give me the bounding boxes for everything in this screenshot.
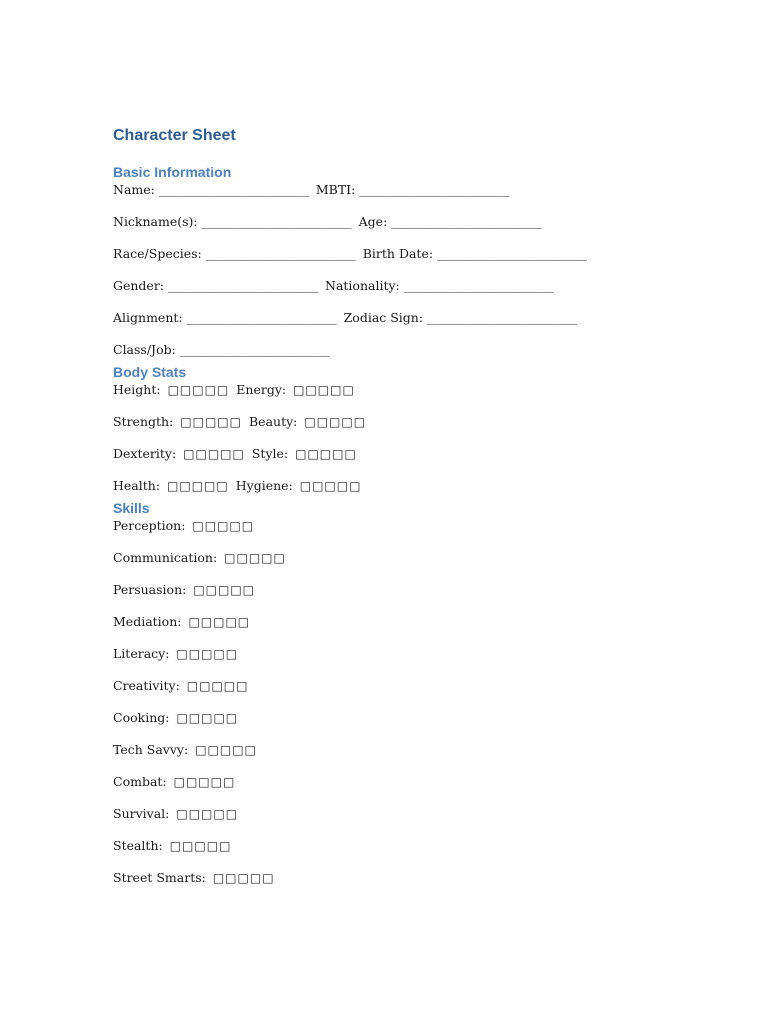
fill-in-blank[interactable]: ________________________ [168, 278, 319, 293]
form-field [113, 278, 318, 294]
form-field [113, 614, 250, 630]
form-field [344, 310, 577, 326]
form-field [325, 278, 554, 294]
form-field [113, 446, 245, 462]
rating-boxes[interactable]: □□□□□ [167, 479, 229, 493]
form-field [236, 478, 362, 494]
form-field [113, 382, 229, 398]
form-row [113, 774, 673, 806]
field-label: Nickname(s): [113, 214, 198, 229]
form-field [113, 246, 356, 262]
fill-in-blank[interactable]: ________________________ [179, 342, 330, 357]
field-label: Street Smarts: [113, 870, 206, 885]
field-label: MBTI: [315, 182, 356, 197]
field-label: Nationality: [325, 278, 400, 293]
field-label: Communication: [113, 550, 218, 565]
field-label: Survival: [113, 806, 170, 821]
fill-in-blank[interactable]: ________________________ [427, 310, 578, 325]
form-row [113, 518, 673, 550]
fill-in-blank[interactable]: ________________________ [403, 278, 554, 293]
form-row [113, 182, 673, 214]
rating-boxes[interactable]: □□□□□ [176, 807, 239, 821]
field-label: Name: [113, 182, 155, 197]
section-body-stats [113, 362, 673, 498]
form-row [113, 246, 673, 278]
section-heading-basic: Basic Information [113, 164, 232, 180]
rating-boxes[interactable]: □□□□□ [169, 839, 232, 853]
field-label: Age: [358, 214, 388, 229]
field-label: Combat: [113, 774, 167, 789]
section-heading-skills: Skills [113, 500, 150, 516]
rating-boxes[interactable]: □□□□□ [180, 415, 242, 429]
form-field [113, 310, 337, 326]
form-row [113, 870, 673, 890]
rating-boxes[interactable]: □□□□□ [176, 647, 239, 661]
form-field [113, 774, 235, 790]
rating-boxes[interactable]: □□□□□ [293, 383, 355, 397]
rating-boxes[interactable]: □□□□□ [304, 415, 367, 429]
form-row [113, 278, 673, 310]
fill-in-blank[interactable]: ________________________ [158, 182, 309, 197]
form-field [113, 870, 275, 886]
field-label: Tech Savvy: [113, 742, 189, 757]
form-field [113, 550, 286, 566]
form-field [113, 678, 248, 694]
form-field [113, 806, 238, 822]
form-row [113, 478, 673, 498]
form-row [113, 382, 673, 414]
form-row [113, 214, 673, 246]
field-label: Cooking: [113, 710, 170, 725]
field-label: Style: [251, 446, 289, 461]
section-basic-information [113, 162, 673, 362]
form-row [113, 614, 673, 646]
form-row [113, 742, 673, 774]
field-label: Birth Date: [362, 246, 434, 261]
body-rows [113, 382, 673, 498]
form-field [252, 446, 357, 462]
rating-boxes[interactable]: □□□□□ [188, 615, 251, 629]
section-skills [113, 498, 673, 890]
form-field [113, 182, 309, 198]
form-row [113, 838, 673, 870]
field-label: Persuasion: [113, 582, 187, 597]
rating-boxes[interactable]: □□□□□ [195, 743, 257, 757]
rating-boxes[interactable]: □□□□□ [186, 679, 249, 693]
form-field [359, 214, 542, 230]
rating-boxes[interactable]: □□□□□ [193, 583, 256, 597]
rating-boxes[interactable]: □□□□□ [299, 479, 362, 493]
field-label: Alignment: [113, 310, 183, 325]
field-label: Class/Job: [113, 342, 176, 357]
skills-rows [113, 518, 673, 890]
form-field [113, 342, 330, 358]
rating-boxes[interactable]: □□□□□ [295, 447, 357, 461]
fill-in-blank[interactable]: ________________________ [205, 246, 356, 261]
field-label: Creativity: [113, 678, 180, 693]
field-label: Height: [113, 382, 161, 397]
form-row [113, 342, 673, 362]
form-field [113, 478, 229, 494]
form-field [113, 838, 231, 854]
form-field [113, 518, 254, 534]
field-label: Hygiene: [235, 478, 293, 493]
form-field [363, 246, 587, 262]
fill-in-blank[interactable]: ________________________ [437, 246, 588, 261]
rating-boxes[interactable]: □□□□□ [167, 383, 230, 397]
field-label: Beauty: [248, 414, 298, 429]
field-label: Mediation: [113, 614, 182, 629]
form-field [316, 182, 509, 198]
document-page [113, 124, 673, 890]
field-label: Stealth: [113, 838, 163, 853]
fill-in-blank[interactable]: ________________________ [391, 214, 542, 229]
field-label: Dexterity: [113, 446, 177, 461]
page-title: Character Sheet [113, 127, 236, 144]
rating-boxes[interactable]: □□□□□ [176, 711, 239, 725]
form-field [249, 414, 366, 430]
form-row [113, 550, 673, 582]
form-row [113, 414, 673, 446]
rating-boxes[interactable]: □□□□□ [183, 447, 245, 461]
spacer [113, 148, 673, 162]
field-label: Literacy: [113, 646, 170, 661]
form-row [113, 582, 673, 614]
form-field [113, 414, 242, 430]
fill-in-blank[interactable]: ________________________ [359, 182, 510, 197]
fill-in-blank[interactable]: ________________________ [201, 214, 352, 229]
rating-boxes[interactable]: □□□□□ [192, 519, 255, 533]
form-row [113, 310, 673, 342]
form-field [113, 646, 238, 662]
section-heading-body: Body Stats [113, 364, 187, 380]
field-label: Strength: [113, 414, 174, 429]
field-label: Health: [113, 478, 161, 493]
form-field [236, 382, 355, 398]
form-row [113, 646, 673, 678]
rating-boxes[interactable]: □□□□□ [224, 551, 286, 565]
fill-in-blank[interactable]: ________________________ [186, 310, 337, 325]
field-label: Energy: [236, 382, 287, 397]
rating-boxes[interactable]: □□□□□ [173, 775, 236, 789]
form-row [113, 710, 673, 742]
form-row [113, 806, 673, 838]
field-label: Zodiac Sign: [343, 310, 424, 325]
form-row [113, 446, 673, 478]
basic-rows [113, 182, 673, 362]
field-label: Gender: [113, 278, 165, 293]
form-row [113, 678, 673, 710]
form-field [113, 742, 257, 758]
field-label: Perception: [113, 518, 186, 533]
form-field [113, 214, 352, 230]
rating-boxes[interactable]: □□□□□ [212, 871, 275, 885]
field-label: Race/Species: [113, 246, 202, 261]
form-field [113, 710, 238, 726]
form-field [113, 582, 255, 598]
